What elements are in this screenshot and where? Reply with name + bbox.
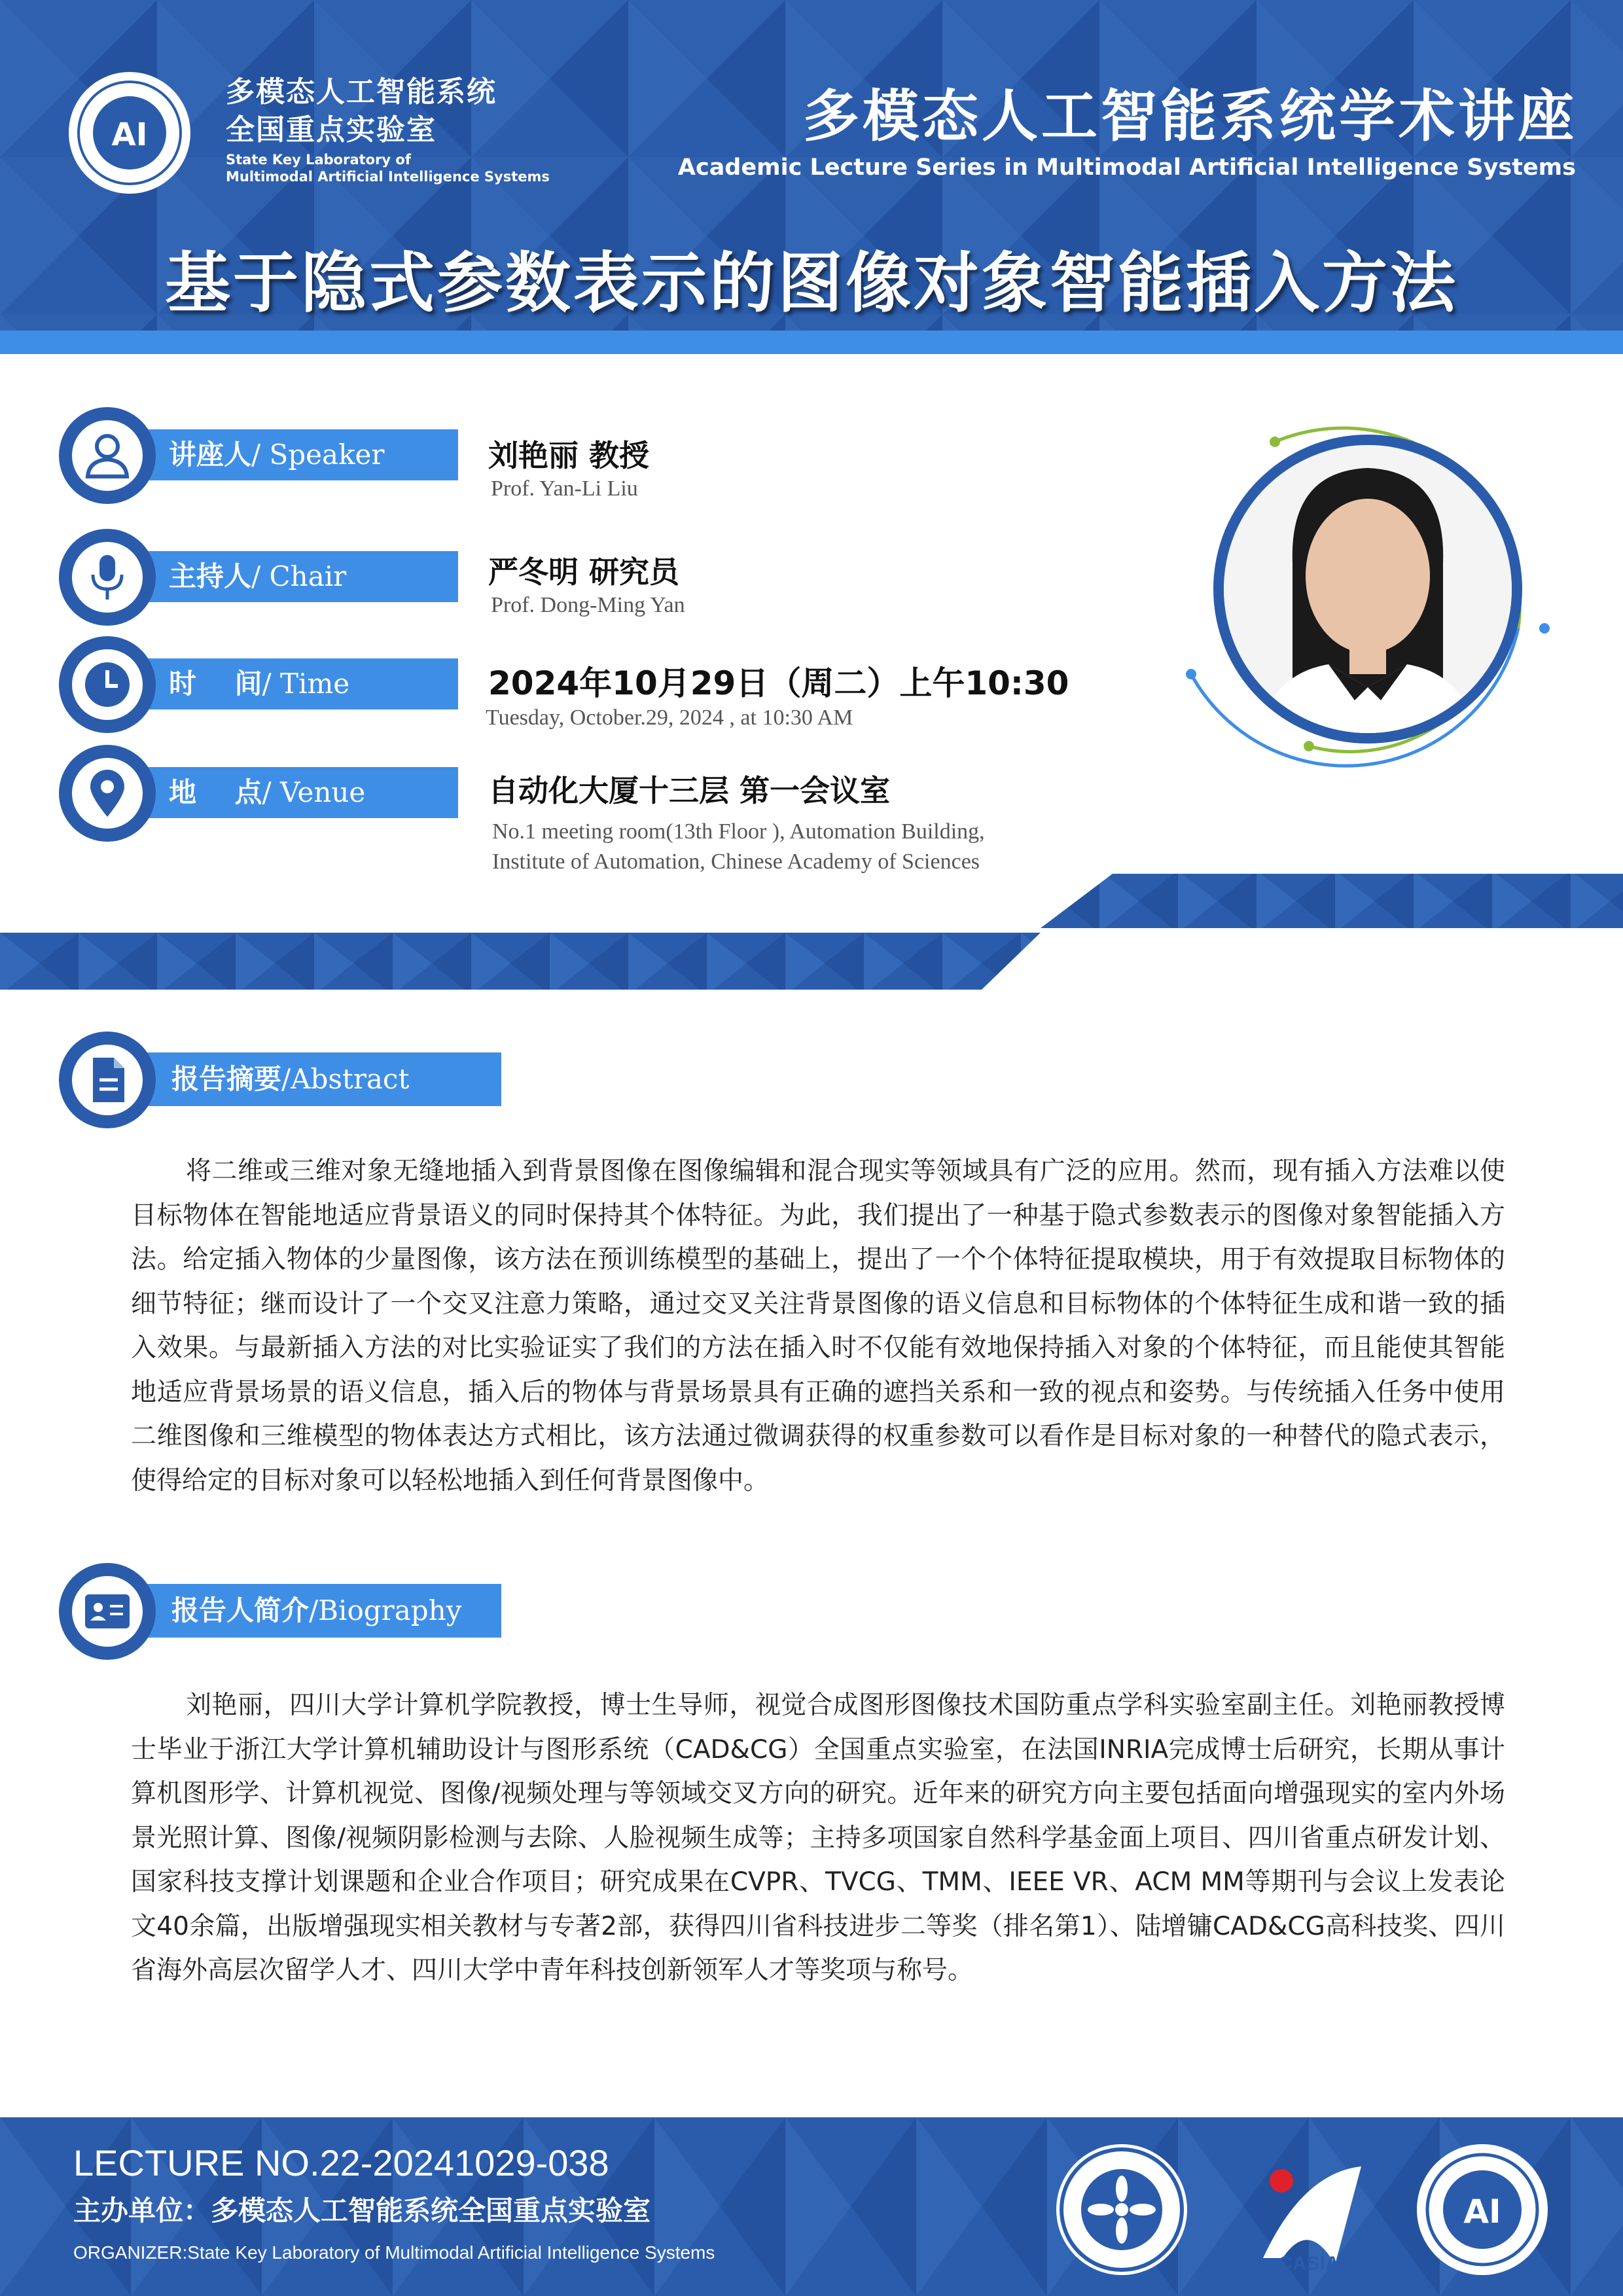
speaker-portrait-frame: [1178, 412, 1558, 779]
abstract-icon-badge: [59, 1031, 156, 1128]
series-title-en: Academic Lecture Series in Multimodal Artificial Intelligence Systems: [677, 154, 1576, 181]
lab-logo: [69, 72, 190, 194]
series-title-cn: 多模态人工智能系统学术讲座: [803, 84, 1577, 149]
id-card-icon: [81, 1585, 134, 1638]
abstract-text: 将二维或三维对象无缝地插入到背景图像在图像编辑和混合现实等领域具有广泛的应用。然而，现有插入方法难以使目标物体在智能地适应背景语义的同时保持其个体特征。为此，我们提出了一种基于隐式参数表示的图像对象智能插入方法。给定插入物体的少量图像，该方法在预训练模型的基础上，提出了一个个体特征提取模块，用于有效提取目标物体的细节特征；继而设计了一个交叉注意力策略，通过交叉关注背景图像的语义信息和目标物体的个体特征生成和谐一致的插入效果。与最新插入方法的对比实验证实了我们的方法在插入时不仅能有效地保持插入对象的个体特征，而且能使其智能地适应背景场景的语义信息，插入后的物体与背景场景具有正确的遮挡关系和一致的视点和姿势。与传统插入任务中使用二维图像和三维模型的物体表达方式相比，该方法通过微调获得的权重参数可以看作是目标对象的一种替代的隐式表示，使得给定的目标对象可以轻松地插入到任何背景图像中。: [131, 1157, 1505, 1496]
svg-text:AI: AI: [111, 117, 148, 153]
header-stripe: [0, 331, 1623, 354]
host-organization-cn: 主办单位：多模态人工智能系统全国重点实验室: [73, 2195, 651, 2227]
time-label: 时 间/ Time: [111, 658, 458, 709]
abstract-heading: 报告摘要/Abstract: [111, 1052, 501, 1106]
venue-value-en-line1: No.1 meeting room(13th Floor ), Automation Building,: [492, 819, 985, 844]
time-value-en: Tuesday, October.29, 2024 , at 10:30 AM: [486, 706, 853, 730]
microphone-icon: [81, 551, 134, 603]
lab-name-cn-line1: 多模态人工智能系统: [226, 75, 497, 109]
cas-logo: [1056, 2144, 1187, 2275]
organizer-en: ORGANIZER:State Key Laboratory of Multimodal Artificial Intelligence Systems: [73, 2242, 715, 2263]
document-icon: [81, 1054, 134, 1106]
location-pin-icon: [81, 767, 134, 819]
svg-text:AI: AI: [1463, 2193, 1501, 2231]
lecture-number: LECTURE NO.22-20241029-038: [73, 2142, 609, 2183]
lab-logo-footer: [1417, 2144, 1548, 2275]
venue-label: 地 点/ Venue: [111, 767, 458, 818]
casia-logo: [1243, 2147, 1374, 2278]
lab-name-en-line2: Multimodal Artificial Intelligence Systems: [226, 169, 550, 185]
biography-text: 刘艳丽，四川大学计算机学院教授，博士生导师，视觉合成图形图像技术国防重点学科实验室副主任。刘艳丽教授博士毕业于浙江大学计算机辅助设计与图形系统（CAD&CG）全国重点实验室，在法国INRIA完成博士后研究，长期从事计算机图形学、计算机视觉、图像/视频处理与等领域交叉方向的研究。近年来的研究方向主要包括面向增强现实的室内外场景光照计算、图像/视频阴影检测与去除、人脸视频生成等；主持多项国家自然科学基金面上项目、四川省重点研发计划、国家科技支撑计划课题和企业合作项目；研究成果在CVPR、TVCG、TMM、IEEE VR、ACM MM等期刊与会议上发表论文40余篇，出版增强现实相关教材与专著2部，获得四川省科技进步二等奖（排名第1）、陆增镛CAD&CG高科技奖、四川省海外高层次留学人才、四川大学中青年科技创新领军人才等奖项与称号。: [131, 1691, 1505, 1985]
chair-icon-badge: [59, 529, 156, 626]
lecture-title: 基于隐式参数表示的图像对象智能插入方法: [165, 245, 1458, 321]
speaker-photo: [1178, 412, 1558, 779]
chair-name-en: Prof. Dong-Ming Yan: [491, 593, 685, 617]
mid-diagonal-band: [0, 870, 1623, 995]
speaker-name-en: Prof. Yan-Li Liu: [491, 476, 638, 501]
biography-heading: 报告人简介/Biography: [111, 1584, 501, 1638]
chair-label: 主持人/ Chair: [111, 551, 458, 602]
chair-name-cn: 严冬明 研究员: [488, 554, 680, 590]
biography-icon-badge: [59, 1563, 156, 1660]
lab-name-cn-line2: 全国重点实验室: [226, 113, 437, 147]
time-value-cn: 2024年10月29日（周二）上午10:30: [488, 664, 1069, 702]
time-icon-badge: [59, 636, 156, 733]
casia-label: CASIA: [1278, 2253, 1340, 2274]
venue-value-cn: 自动化大厦十三层 第一会议室: [488, 773, 891, 808]
lab-name-en-line1: State Key Laboratory of: [226, 152, 411, 168]
person-icon: [81, 429, 134, 482]
speaker-icon-badge: [59, 407, 156, 504]
venue-icon-badge: [59, 745, 156, 842]
speaker-label: 讲座人/ Speaker: [111, 429, 458, 480]
speaker-name-cn: 刘艳丽 教授: [488, 438, 650, 473]
clock-icon: [81, 658, 134, 711]
venue-value-en-line2: Institute of Automation, Chinese Academy of Sciences: [492, 850, 980, 874]
